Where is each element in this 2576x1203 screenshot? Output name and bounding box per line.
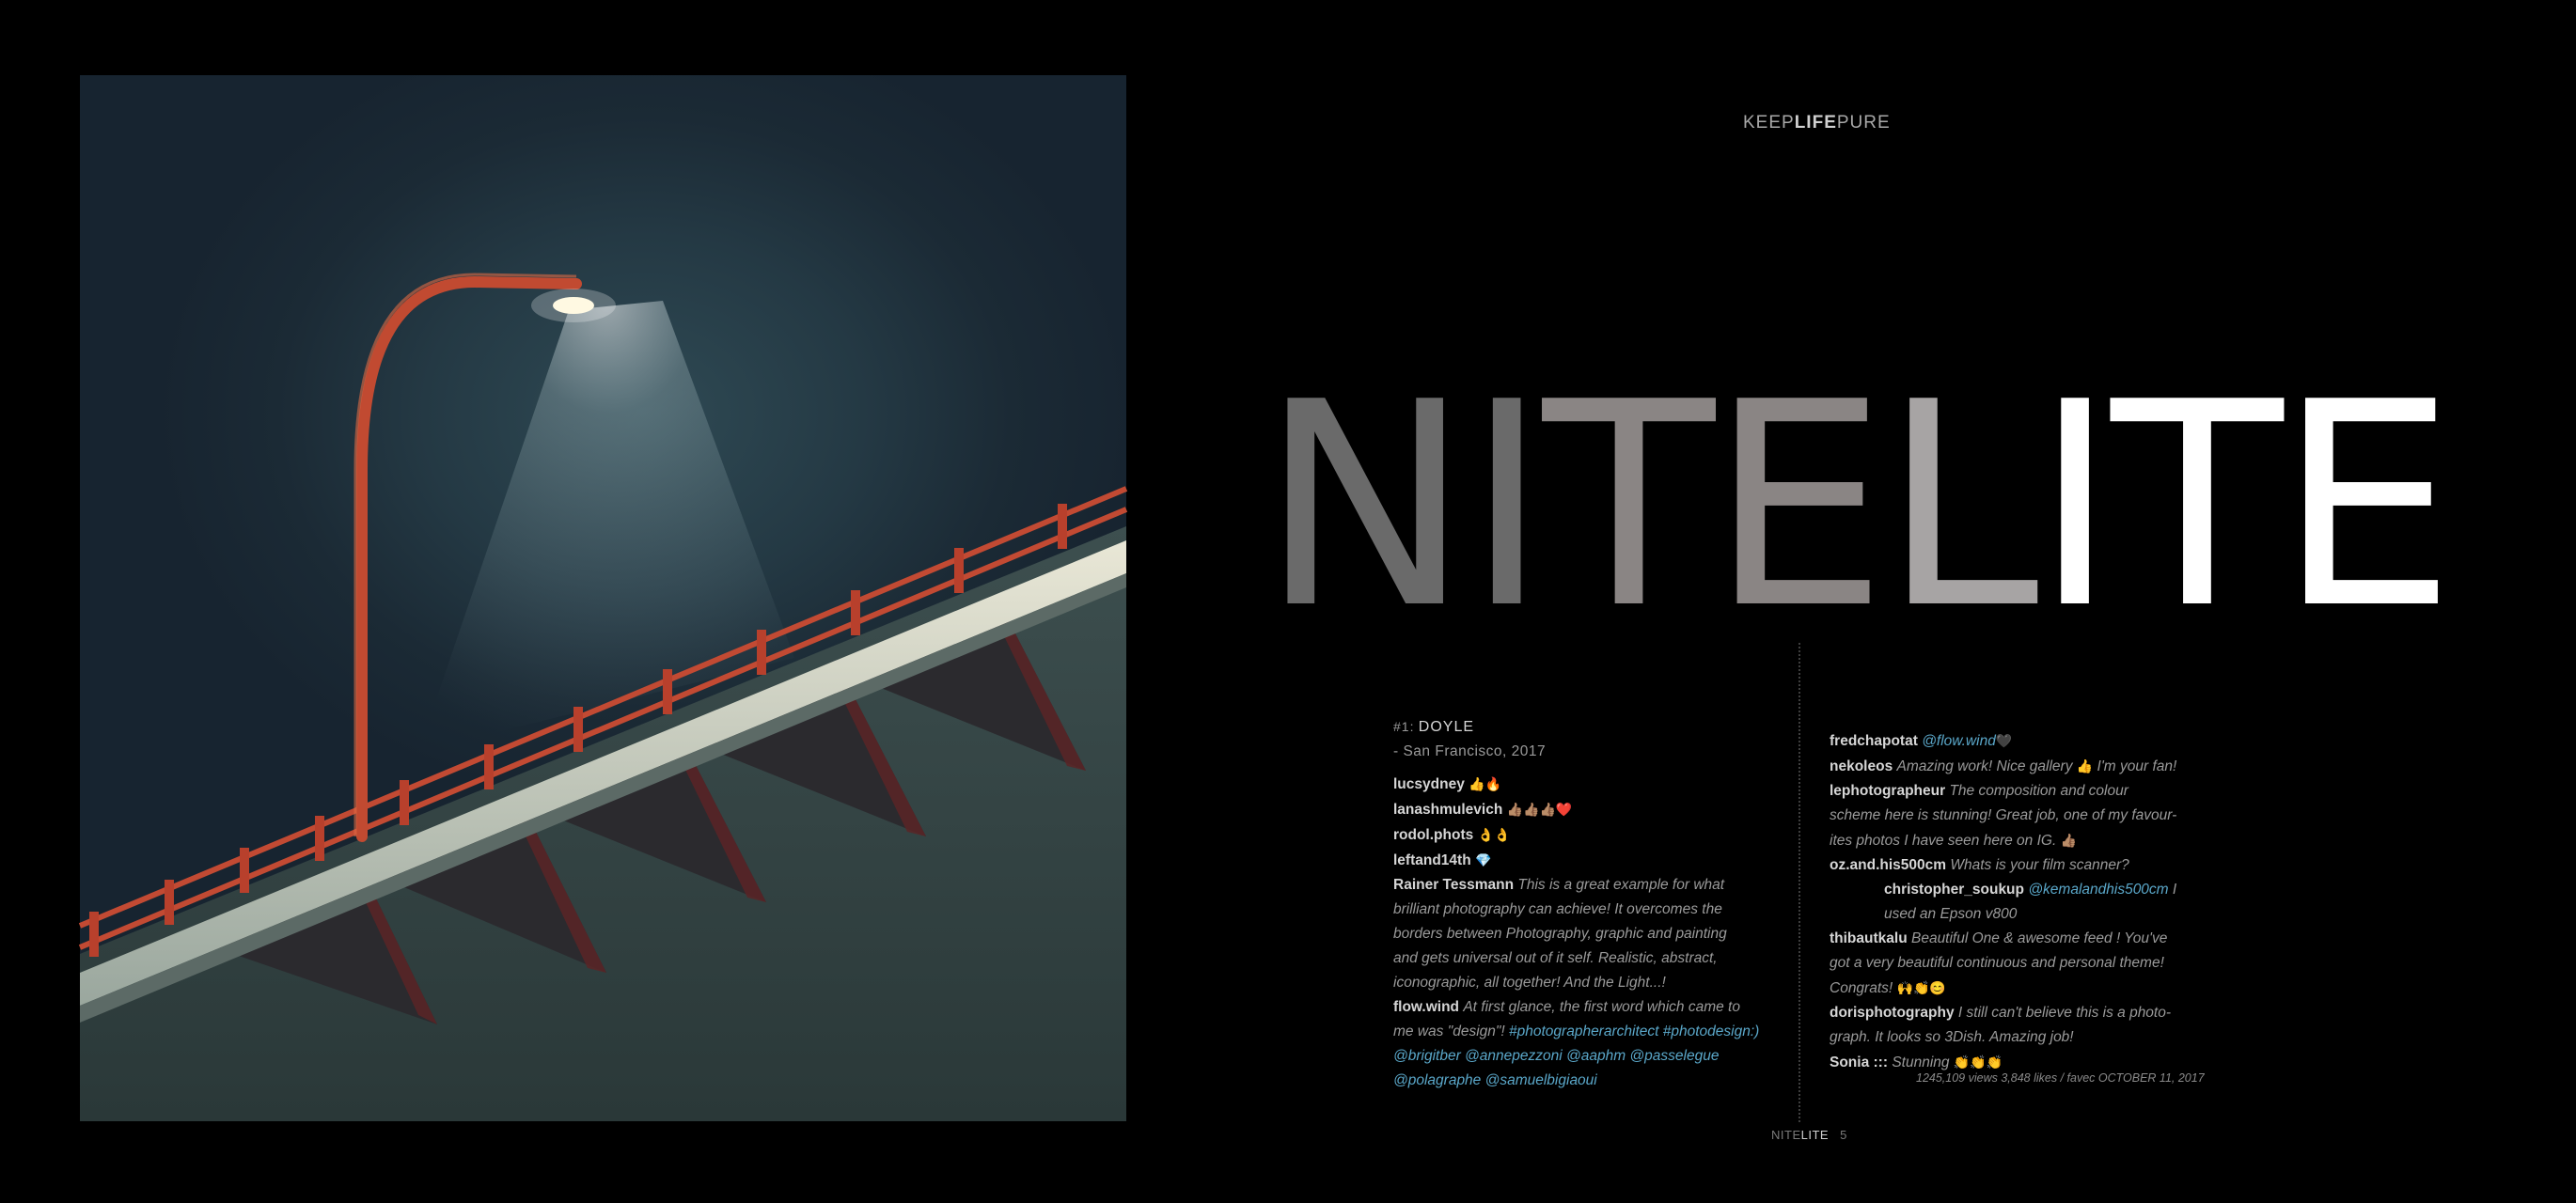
comment-user[interactable]: fredchapotat — [1830, 733, 1918, 749]
comment-user[interactable]: thibautkalu — [1830, 930, 1908, 946]
comment — [1393, 797, 1779, 822]
caption-location: - San Francisco, 2017 — [1393, 743, 1547, 759]
comment-user[interactable]: lephotographeur — [1830, 783, 1946, 799]
comment-user[interactable]: christopher_soukup — [1884, 882, 2024, 898]
caption-number: #1: — [1393, 719, 1415, 734]
comment-mentions[interactable]: @polagraphe @samuelbigiaoui — [1393, 1072, 1597, 1088]
footer-title-bold: LITE — [1800, 1128, 1830, 1142]
comment-user[interactable]: oz.and.his500cm — [1830, 857, 1947, 873]
post-stats: 1245,109 views 3,848 likes / favec OCTOBER 11, 2017 — [1916, 1071, 2205, 1085]
column-divider — [1798, 643, 1800, 1122]
brand-pre: KEEP — [1743, 113, 1795, 133]
comment-user[interactable]: lanashmulevich — [1393, 802, 1503, 818]
comment-text: iconographic, all together! And the Light...! — [1393, 975, 1666, 991]
comment-emoji: 🖤 — [1995, 733, 2013, 748]
comment-text: At first glance, the first word which came to — [1463, 999, 1740, 1015]
comment — [1830, 927, 2224, 1001]
comment-user[interactable]: rodol.phots — [1393, 827, 1474, 843]
comment-text: brilliant photography can achieve! It overcomes the — [1393, 901, 1722, 917]
right-comment-column — [1830, 728, 2224, 1075]
comment-text: Beautiful One & awesome feed ! You've — [1910, 930, 2168, 946]
comment — [1830, 754, 2224, 779]
comment-text: me was "design"! — [1393, 1023, 1505, 1039]
left-comment-column — [1393, 714, 1779, 1093]
brand-bold: LIFE — [1794, 113, 1837, 133]
comment-text: used an Epson v800 — [1884, 906, 2018, 922]
comment-text: I — [2172, 882, 2177, 898]
comment-text: scheme here is stunning! Great job, one of my favour- — [1830, 807, 2177, 823]
comment-emoji: 👍🏽👍🏽👍🏽❤️ — [1506, 802, 1573, 817]
comment — [1830, 1001, 2224, 1050]
comment — [1830, 853, 2224, 878]
comment-user[interactable]: nekoleos — [1830, 758, 1893, 774]
footer-title-pre: NITE — [1771, 1128, 1801, 1142]
comment-emoji: 💎 — [1475, 852, 1492, 867]
comment-text: borders between Photography, graphic and painting — [1393, 926, 1727, 942]
comment-reply — [1830, 878, 2224, 927]
light-cone — [418, 301, 794, 752]
big-title — [1260, 342, 2451, 670]
photo-caption — [1393, 714, 1779, 740]
comment-text: The composition and colour — [1949, 783, 2128, 799]
comment — [1830, 779, 2224, 853]
big-title-text — [1260, 342, 2450, 670]
comment-emoji: 🙌👏😊 — [1896, 980, 1946, 995]
cover-photo — [80, 75, 1126, 1121]
comment-mention[interactable]: @kemalandhis500cm — [2028, 882, 2169, 898]
comment-user[interactable]: flow.wind — [1393, 999, 1460, 1015]
comment-text: Amazing work! Nice gallery — [1896, 758, 2073, 774]
big-title-segment: NI — [1260, 342, 1543, 670]
big-title-segment: TE — [1542, 342, 1882, 670]
comment-text: I'm your fan! — [2097, 758, 2177, 774]
comment-text: Stunning — [1892, 1055, 1950, 1070]
page-footer — [1771, 1128, 1847, 1142]
comment-emoji: 👍 — [2076, 758, 2094, 773]
big-title-segment: L — [1881, 342, 2034, 670]
comment-user[interactable]: leftand14th — [1393, 852, 1471, 868]
brand-tagline — [1743, 113, 1891, 133]
comment-text: and gets universal out of it self. Realistic, abstract, — [1393, 950, 1718, 966]
comment-text: graph. It looks so 3Dish. Amazing job! — [1830, 1029, 2074, 1045]
comment — [1830, 728, 2224, 754]
comment-emoji: 👍🔥 — [1469, 776, 1501, 791]
comment-text: Whats is your film scanner? — [1950, 857, 2129, 873]
comment — [1393, 848, 1779, 873]
comment-user[interactable]: Sonia ::: — [1830, 1055, 1888, 1070]
comment-user[interactable]: Rainer Tessmann — [1393, 877, 1515, 893]
comment — [1393, 822, 1779, 848]
comment-text: ites photos I have seen here on IG. — [1830, 833, 2057, 849]
streetlight-bridge-illustration — [80, 75, 1126, 1121]
comment-text: Congrats! — [1830, 980, 1893, 996]
comment-text: I still can't believe this is a photo- — [1957, 1005, 2172, 1021]
comment-text: got a very beautiful continuous and personal theme! — [1830, 955, 2164, 971]
comment — [1393, 772, 1779, 797]
comment-hashtags[interactable]: #photographerarchitect #photodesign:) — [1509, 1023, 1760, 1039]
comment — [1393, 873, 1779, 995]
comment-emoji: 👌👌 — [1477, 827, 1511, 842]
comment-emoji: 👍🏽 — [2060, 833, 2078, 848]
page-number: 5 — [1840, 1128, 1847, 1142]
comment-user[interactable]: dorisphotography — [1830, 1005, 1955, 1021]
comment-user[interactable]: lucsydney — [1393, 776, 1465, 792]
comment-emoji: 👏👏👏 — [1953, 1055, 2003, 1070]
comment-text: This is a great example for what — [1517, 877, 1725, 893]
comment-mention[interactable]: @flow.wind — [1922, 733, 1996, 749]
brand-post: PURE — [1836, 113, 1891, 133]
caption-name: DOYLE — [1418, 719, 1475, 735]
comment-mentions[interactable]: @brigitber @annepezzoni @aaphm @passelegue — [1393, 1048, 1720, 1064]
comment — [1393, 995, 1779, 1093]
big-title-segment: ITE — [2033, 342, 2451, 670]
